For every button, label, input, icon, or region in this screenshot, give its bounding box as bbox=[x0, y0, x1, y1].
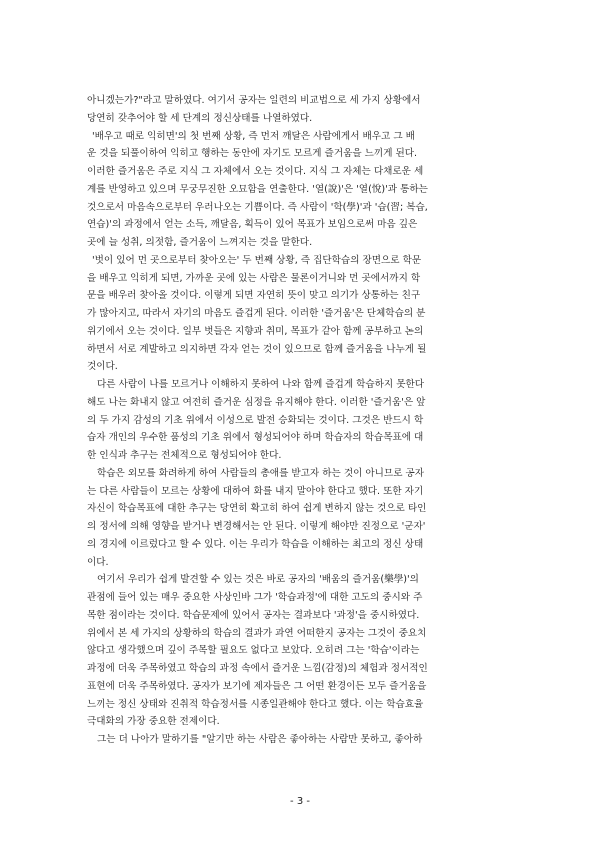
paragraph bbox=[87, 252, 515, 376]
text-line: 당연히 갖추어야 할 세 단계의 정신상태를 나열하였다. bbox=[87, 112, 313, 124]
text-line: 이다. bbox=[87, 556, 109, 568]
text-line: 표현에 더욱 주목하였다. 공자가 보기에 제자들은 그 어떤 환경이든 모두 즐거움을 bbox=[87, 680, 427, 692]
text-line: 위기에서 오는 것이다. 일부 벗들은 지향과 취미, 목표가 같아 함께 공부하고 논의 bbox=[87, 325, 424, 337]
text-line: 이러한 즐거움은 주로 지식 그 자체에서 오는 것이다. 지식 그 자체는 다채로운 세 bbox=[87, 166, 424, 177]
text-line: 목한 점이라는 것이다. 학습문제에 있어서 공자는 결과보다 '과정'을 중시하였다. bbox=[87, 609, 420, 621]
text-line: 아니겠는가?"라고 말하였다. 여기서 공자는 일련의 비교법으로 세 가지 상황에서 bbox=[87, 95, 421, 106]
text-line: '벗이 있어 먼 곳으로부터 찾아오는' 두 번째 상황, 즉 집단학습의 장면으로 학문 bbox=[92, 254, 422, 266]
paragraph bbox=[87, 465, 515, 572]
paragraph bbox=[87, 376, 515, 465]
text-line: 위에서 본 세 가지의 상황하의 학습의 결과가 과연 어떠한지 공자는 그것이 중요치 bbox=[87, 627, 427, 639]
text-line: 는 다른 사람들이 모르는 상황에 대하여 화를 내지 말아야 한다고 했다. 또한 자기 bbox=[87, 485, 424, 497]
text-line: 여기서 우리가 쉽게 발견할 수 있는 것은 바로 공자의 '배움의 즐거움(樂學)'의 bbox=[97, 574, 419, 586]
text-line: 을 배우고 익히게 되면, 가까운 곳에 있는 사람은 물론이거니와 먼 곳에서까지 학 bbox=[87, 272, 421, 284]
paragraph bbox=[87, 92, 515, 128]
document-body bbox=[87, 92, 515, 749]
paragraph bbox=[87, 571, 515, 731]
text-line: 의 정서에 의해 영향을 받거나 변경해서는 안 된다. 이렇게 해야만 진정으로 '군자' bbox=[87, 521, 426, 532]
text-line: 의 두 가지 감성의 기초 위에서 이성으로 발전 승화되는 것이다. 그것은 반드시 학 bbox=[87, 414, 424, 426]
text-line: 느끼는 정신 상태와 진취적 학습정서를 시종일관해야 한다고 했다. 이는 학습효율 bbox=[87, 698, 424, 710]
text-line: 학습은 외모를 화려하게 하여 사람들의 총애를 받고자 하는 것이 아니므로 공자 bbox=[97, 467, 425, 479]
text-line: 극대화의 가장 중요한 전제이다. bbox=[87, 716, 220, 728]
text-line: 과정에 더욱 주목하였고 학습의 과정 속에서 즐거운 느낌(감정)의 체험과 정서적인 bbox=[87, 663, 428, 674]
text-line: 습자 개인의 우수한 품성의 기초 위에서 형성되어야 하며 학습자의 학습목표에 대 bbox=[87, 432, 424, 444]
text-line: 그는 더 나아가 말하기를 "알기만 하는 사람은 좋아하는 사람만 못하고, 좋아하 bbox=[97, 734, 423, 745]
text-line: 문을 배우러 찾아올 것이다. 이렇게 되면 자연히 뜻이 맞고 의기가 상통하는 친구 bbox=[87, 290, 421, 302]
text-line: 해도 나는 화내지 않고 여전히 즐거운 심정을 유지해야 한다. 이러한 '즐거움'은 앞 bbox=[87, 396, 426, 408]
text-line: 하면서 서로 계발하고 의지하면 각자 얻는 것이 있으므로 함께 즐거움을 나누게 될 bbox=[87, 343, 427, 355]
text-line: 다른 사람이 나를 모르거나 이해하지 못하여 나와 함께 즐겁게 학습하지 못한다 bbox=[97, 379, 425, 390]
page-number: - 3 - bbox=[290, 796, 310, 807]
paragraph bbox=[87, 128, 515, 252]
text-line: 관점에 들어 있는 매우 중요한 사상인바 그가 '학습과정'에 대한 고도의 중시와 주 bbox=[87, 592, 423, 603]
text-line: 것으로서 마음속으로부터 우러나오는 기쁨이다. 즉 사람이 '학(學)'과 '습(習; 복습, bbox=[87, 201, 428, 213]
text-line: 의 경지에 이르렀다고 할 수 있다. 이는 우리가 학습을 이해하는 최고의 정신 상태 bbox=[87, 538, 424, 550]
text-line: 계를 반영하고 있으며 무궁무진한 오묘함을 연출한다. '열(說)'은 '열(悅)'과 통하는 bbox=[87, 183, 428, 195]
paragraph bbox=[87, 731, 515, 749]
text-line: '배우고 때로 익히면'의 첫 번째 상황, 즉 먼저 깨달은 사람에게서 배우고 그 배 bbox=[92, 130, 415, 142]
text-line: 연습)'의 과정에서 얻는 소득, 깨달음, 획득이 있어 목표가 보임으로써 마음 깊은 bbox=[87, 219, 418, 231]
text-line: 한 인식과 추구는 전체적으로 형성되어야 한다. bbox=[87, 450, 282, 461]
text-line: 않다고 생각했으며 깊이 주목할 필요도 없다고 보았다. 오히려 그는 '학습'이라는 bbox=[87, 645, 420, 657]
text-line: 것이다. bbox=[87, 361, 118, 373]
text-line: 자신이 학습목표에 대한 추구는 당연히 확고히 하여 쉽게 변하지 않는 것으로 타인 bbox=[87, 503, 427, 515]
text-line: 곳에 늘 성취, 의젓함, 즐거움이 느껴지는 것을 말한다. bbox=[87, 237, 313, 248]
text-line: 운 것을 되풀이하여 익히고 행하는 동안에 자기도 모르게 즐거움을 느끼게 된다. bbox=[87, 148, 418, 160]
text-line: 가 많아지고, 따라서 자기의 마음도 즐겁게 된다. 이러한 '즐거움'은 단체학습의 분 bbox=[87, 308, 426, 319]
